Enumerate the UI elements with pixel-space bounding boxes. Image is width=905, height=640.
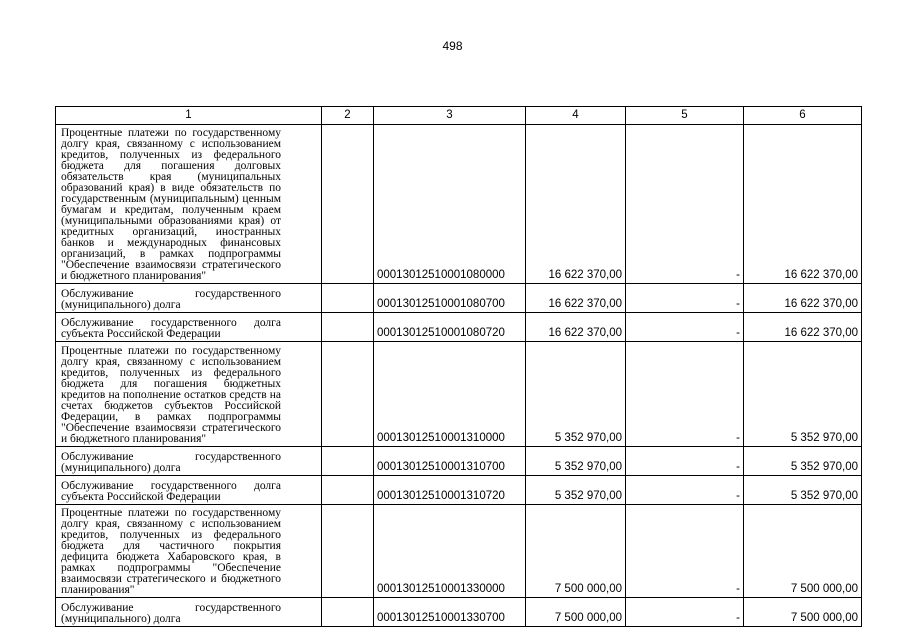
row-col-2 [322, 313, 374, 342]
row-total: 16 622 370,00 [744, 284, 862, 313]
row-amount: 16 622 370,00 [526, 313, 626, 342]
table-row [56, 476, 862, 505]
row-col-5: - [626, 284, 744, 313]
row-description: Обслуживание государственного (муниципального) долга [56, 284, 322, 313]
table-row [56, 598, 862, 627]
row-col-2 [322, 476, 374, 505]
row-col-5: - [626, 476, 744, 505]
budget-table [55, 106, 862, 627]
row-col-5: - [626, 505, 744, 598]
row-col-5: - [626, 598, 744, 627]
row-col-5: - [626, 342, 744, 447]
table-row [56, 342, 862, 447]
row-amount: 16 622 370,00 [526, 284, 626, 313]
row-total: 7 500 000,00 [744, 505, 862, 598]
row-description: Процентные платежи по государственному долгу края, связанному с использованием кредитов, полученных из федерального бюджета для частичного покрытия дефицита бюджета Хабаровского края, в рамках подпрограммы "Обеспечение взаимосвязи стратегического и бюджетного планирования" [56, 505, 322, 598]
row-amount: 5 352 970,00 [526, 342, 626, 447]
row-total: 16 622 370,00 [744, 125, 862, 284]
column-header-5: 5 [626, 107, 744, 125]
table-row [56, 505, 862, 598]
row-code: 00013012510001310000 [374, 342, 526, 447]
row-total: 5 352 970,00 [744, 447, 862, 476]
row-code: 00013012510001310700 [374, 447, 526, 476]
row-description: Обслуживание государственного (муниципального) долга [56, 447, 322, 476]
row-col-2 [322, 505, 374, 598]
row-col-5: - [626, 447, 744, 476]
row-code: 00013012510001310720 [374, 476, 526, 505]
row-description: Обслуживание государственного долга субъекта Российской Федерации [56, 476, 322, 505]
column-header-1: 1 [56, 107, 322, 125]
row-code: 00013012510001330700 [374, 598, 526, 627]
row-amount: 5 352 970,00 [526, 476, 626, 505]
row-col-2 [322, 125, 374, 284]
row-code: 00013012510001080700 [374, 284, 526, 313]
row-description: Процентные платежи по государственному долгу края, связанному с использованием кредитов, полученных из федерального бюджета для погашения бюджетных кредитов на пополнение остатков средств на счетах бюджетов субъектов Российской Федерации, в рамках подпрограммы "Обеспечение взаимосвязи стратегического и бюджетного планирования" [56, 342, 322, 447]
row-description: Процентные платежи по государственному долгу края, связанному с использованием кредитов, полученных из федерального бюджета для погашения долговых обязательств края (муниципальных образований края) в виде обязательств по государственным (муниципальным) ценным бумагам и кредитам, полученным краем (муниципальными образованиями края) от кредитных организаций, иностранных банков и международных финансовых организаций, в рамках подпрограммы "Обеспечение взаимосвязи стратегического и бюджетного планирования" [56, 125, 322, 284]
row-amount: 7 500 000,00 [526, 598, 626, 627]
row-code: 00013012510001080000 [374, 125, 526, 284]
table-row [56, 447, 862, 476]
row-total: 7 500 000,00 [744, 598, 862, 627]
row-total: 5 352 970,00 [744, 342, 862, 447]
row-description: Обслуживание государственного долга субъекта Российской Федерации [56, 313, 322, 342]
column-header-4: 4 [526, 107, 626, 125]
row-amount: 5 352 970,00 [526, 447, 626, 476]
table-row [56, 125, 862, 284]
row-col-5: - [626, 313, 744, 342]
table-header-row [56, 107, 862, 125]
row-code: 00013012510001330000 [374, 505, 526, 598]
page-number: 498 [442, 39, 463, 53]
column-header-2: 2 [322, 107, 374, 125]
row-col-2 [322, 342, 374, 447]
row-total: 5 352 970,00 [744, 476, 862, 505]
row-col-2 [322, 598, 374, 627]
row-description: Обслуживание государственного (муниципального) долга [56, 598, 322, 627]
table-row [56, 313, 862, 342]
row-col-2 [322, 447, 374, 476]
row-amount: 7 500 000,00 [526, 505, 626, 598]
column-header-3: 3 [374, 107, 526, 125]
table-row [56, 284, 862, 313]
row-col-2 [322, 284, 374, 313]
row-col-5: - [626, 125, 744, 284]
row-amount: 16 622 370,00 [526, 125, 626, 284]
row-code: 00013012510001080720 [374, 313, 526, 342]
row-total: 16 622 370,00 [744, 313, 862, 342]
column-header-6: 6 [744, 107, 862, 125]
